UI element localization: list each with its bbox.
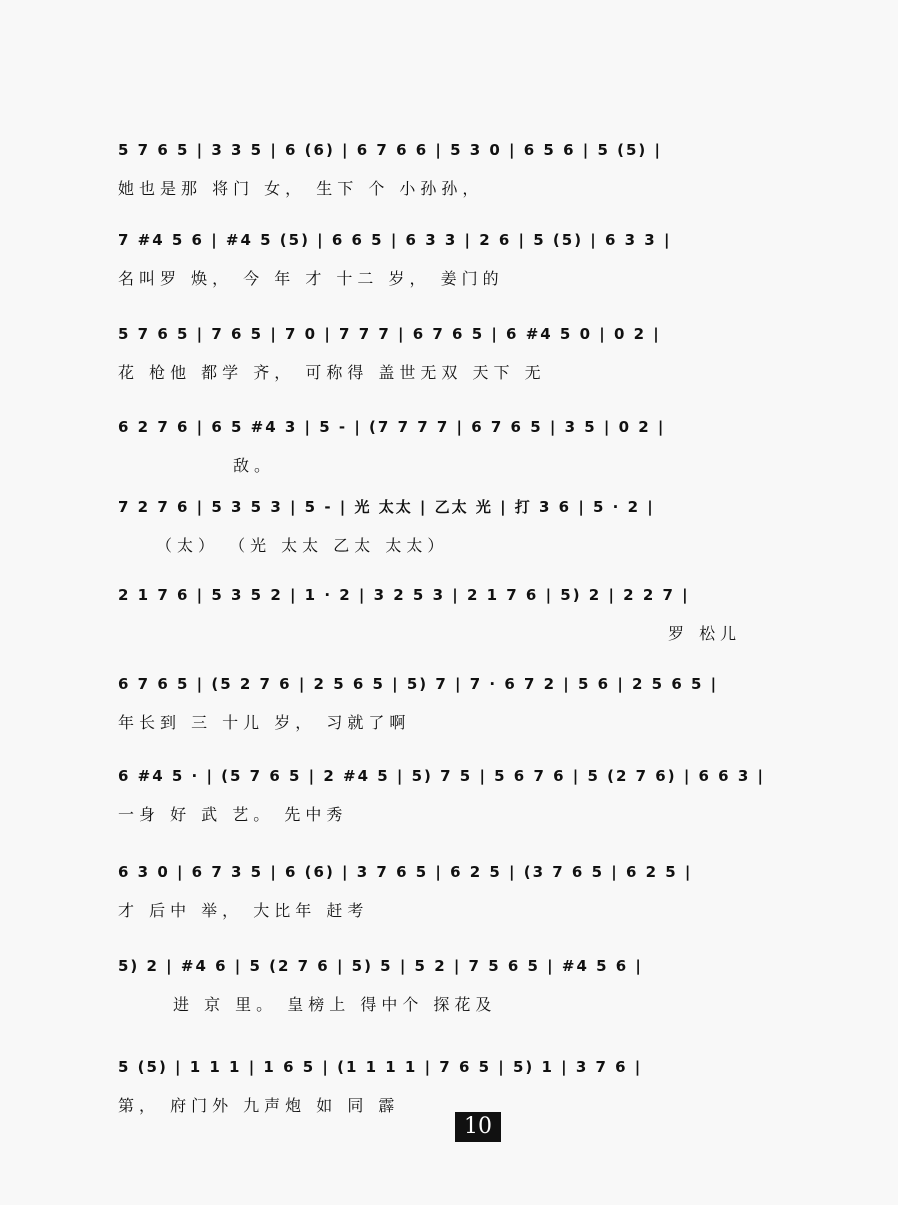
notation-line: 5 7 6 5 | 3 3 5 | 6 (6) | 6 7 6 6 | 5 3 0 | 6 5 6 | 5 (5) | [118, 141, 662, 159]
staff-line-7 [118, 662, 788, 754]
lyrics-line: 进 京 里。 皇榜上 得中个 探花及 [173, 995, 497, 1014]
notation-line: 6 7 6 5 | (5 2 7 6 | 2 5 6 5 | 5) 7 | 7 · 6 7 2 | 5 6 | 2 5 6 5 | [118, 675, 719, 693]
lyrics-line: 一身 好 武 艺。 先中秀 [118, 805, 348, 824]
notation-line: 7 2 7 6 | 5 3 5 3 | 5 - | 光 太太 | 乙太 光 | 打 3 6 | 5 · 2 | [118, 498, 655, 516]
staff-line-4 [118, 405, 788, 497]
notation-line: 6 3 0 | 6 7 3 5 | 6 (6) | 3 7 6 5 | 6 2 5 | (3 7 6 5 | 6 2 5 | [118, 863, 693, 881]
staff-line-3 [118, 312, 788, 404]
staff-line-6 [118, 573, 788, 665]
staff-line-5 [118, 485, 788, 577]
notation-line: 5 (5) | 1 1 1 | 1 6 5 | (1 1 1 1 | 7 6 5 | 5) 1 | 3 7 6 | [118, 1058, 643, 1076]
notation-line: 6 2 7 6 | 6 5 #4 3 | 5 - | (7 7 7 7 | 6 7 6 5 | 3 5 | 0 2 | [118, 418, 666, 436]
notation-line: 5 7 6 5 | 7 6 5 | 7 0 | 7 7 7 | 6 7 6 5 | 6 #4 5 0 | 0 2 | [118, 325, 661, 343]
notation-line: 2 1 7 6 | 5 3 5 2 | 1 · 2 | 3 2 5 3 | 2 1 7 6 | 5) 2 | 2 2 7 | [118, 586, 690, 604]
lyrics-line: 年长到 三 十儿 岁， 习就了啊 [118, 713, 411, 732]
staff-line-8 [118, 754, 788, 846]
lyrics-line: （太） （光 太太 乙太 太太） [156, 536, 449, 555]
lyrics-line: 才 后中 举， 大比年 赶考 [118, 901, 369, 920]
notation-line: 6 #4 5 · | (5 7 6 5 | 2 #4 5 | 5) 7 5 | 5 6 7 6 | 5 (2 7 6) | 6 6 3 | [118, 767, 765, 785]
notation-line: 7 #4 5 6 | #4 5 (5) | 6 6 5 | 6 3 3 | 2 6 | 5 (5) | 6 3 3 | [118, 231, 672, 249]
lyrics-line: 敌。 [233, 456, 276, 475]
lyrics-line: 名叫罗 焕， 今 年 才 十二 岁， 姜门的 [118, 269, 504, 288]
lyrics-line: 第， 府门外 九声炮 如 同 霹 [118, 1096, 400, 1115]
lyrics-line: 花 枪他 都学 齐， 可称得 盖世无双 天下 无 [118, 363, 546, 382]
staff-line-2 [118, 218, 788, 310]
notation-line: 5) 2 | #4 6 | 5 (2 7 6 | 5) 5 | 5 2 | 7 5 6 5 | #4 5 6 | [118, 957, 643, 975]
staff-line-9 [118, 850, 788, 942]
staff-line-11 [118, 1045, 788, 1137]
page-number: 10 [455, 1112, 501, 1142]
lyrics-line: 罗 松儿 [668, 624, 742, 643]
staff-line-1 [118, 128, 788, 220]
staff-line-10 [118, 944, 788, 1036]
lyrics-line: 她也是那 将门 女， 生下 个 小孙孙， [118, 179, 484, 198]
